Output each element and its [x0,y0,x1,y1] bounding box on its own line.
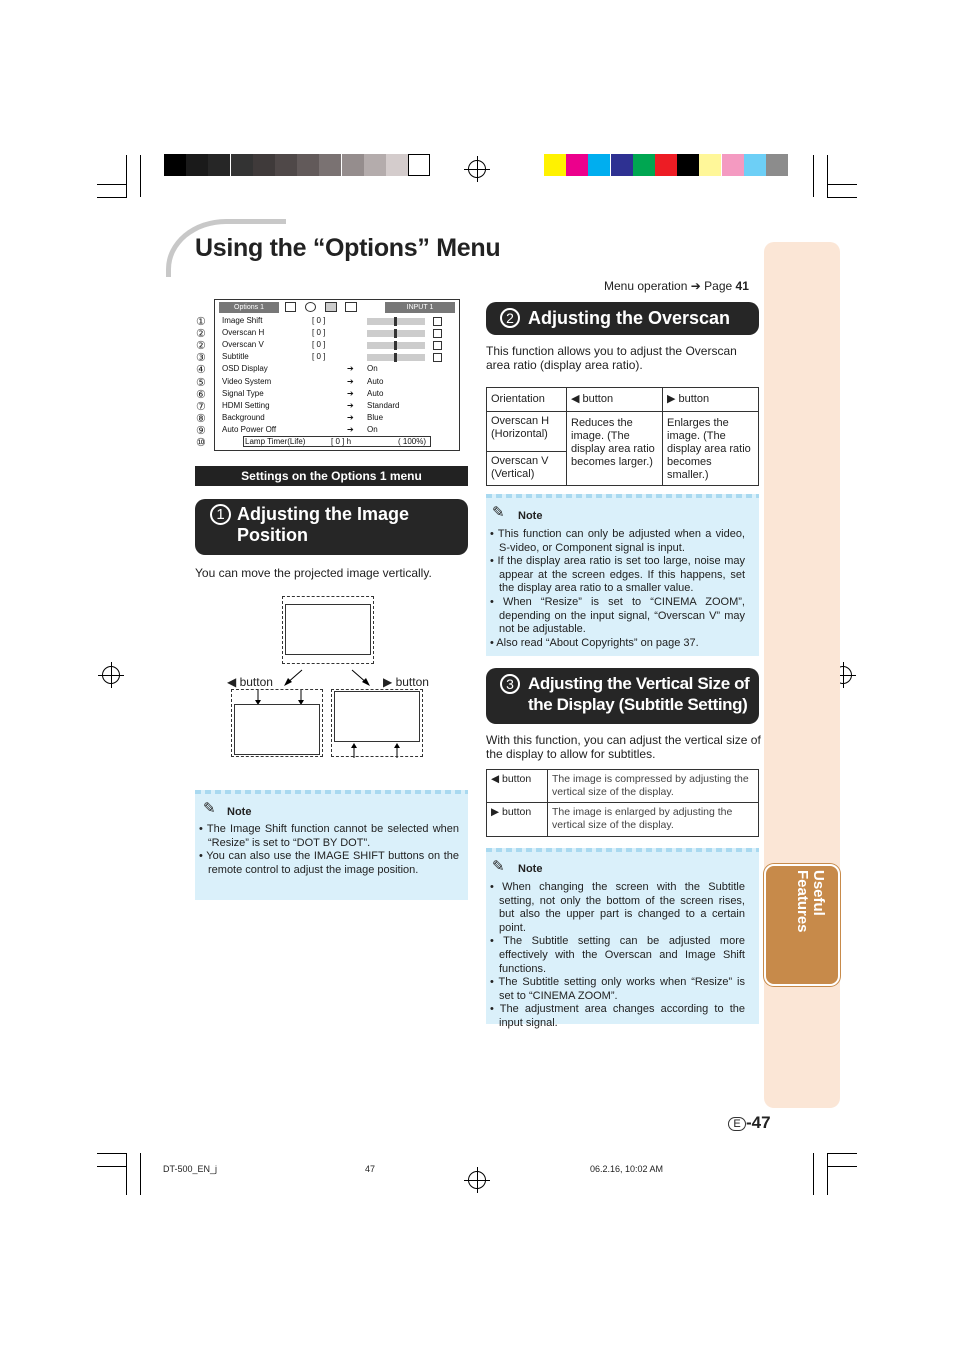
table-row [487,803,759,837]
options-menu-screen [214,299,460,451]
table-header-cell: ▶ button [663,388,759,412]
page-number-value: -47 [746,1113,771,1132]
menu-row-label: Lamp Timer(Life) [245,437,306,446]
table-header-cell: Orientation [487,388,567,412]
section1-header [195,499,468,555]
menu-slider-thumb [394,317,397,326]
menu-row-icon [433,329,442,338]
section3-note [486,848,759,1029]
menu-row-label: Background [222,412,265,422]
note-pencil-icon: ✎ [203,800,216,817]
menu-row-value: Auto [367,388,384,398]
menu-row-label: Image Shift [222,316,263,325]
section2-note-item: • When “Resize” is set to “CINEMA ZOOM”, depending on the input signal, “Overscan V” may not be adjustable. [490,595,745,636]
grayscale-swatch [208,154,230,176]
process-swatch [766,154,788,176]
menu-row-number: ④ [196,364,206,377]
menu-row-number: ② [196,328,206,341]
menu-row-arrow-icon: ➔ [347,400,354,410]
grayscale-swatch [231,154,253,176]
section1-note [195,790,468,900]
menu-row-label: Overscan H [222,328,265,338]
menu-row-value: [ 0 ] [312,352,326,362]
section2-header [486,302,759,335]
menu-slider-thumb [394,329,397,338]
section3-note-item: • The Subtitle setting only works when “Resize” is set to “CINEMA ZOOM”. [490,976,745,1002]
menu-row-label: Subtitle [222,352,249,362]
menu-row-value: Blue [367,412,384,422]
section3-title-line1: Adjusting the Vertical Size of [528,674,750,693]
options-menu-header [215,300,459,315]
page-number [728,1113,771,1133]
menu-row-value: Standard [367,400,400,410]
table-header-cell: ◀ button [567,388,663,412]
process-swatch [677,154,699,176]
grayscale-swatch [319,154,341,176]
menu-row-value: [ 0 ] h [331,437,352,446]
menu-row-label: Overscan V [222,340,264,350]
registration-mark-icon [468,1171,486,1189]
grayscale-swatch [297,154,319,176]
menu-row [215,328,459,340]
menu-row [215,413,459,425]
menu-slider [367,342,425,349]
diagram-right-screen [334,691,420,742]
menu-row-arrow-icon: ➔ [347,376,354,386]
section3-note-item: • The adjustment area changes according to the input signal. [490,1003,745,1029]
menu-row-label: Signal Type [222,388,264,398]
section3-number: 3 [500,674,520,694]
note-border [486,848,759,852]
menu-row-value: [ 0 ] [312,316,326,325]
table-row [487,770,759,803]
section2-note-item: • Also read “About Copyrights” on page 37. [490,636,699,649]
table-cell: Overscan V (Vertical) [487,452,567,486]
table-cell: ▶ button [487,803,548,837]
menu-row-icon [433,317,442,326]
note-pencil-icon: ✎ [492,504,505,521]
section1-number: 1 [210,504,231,525]
grayscale-swatch [164,154,186,176]
section3-title-line2: the Display (Subtitle Setting) [528,695,748,714]
grayscale-swatch [275,154,297,176]
menu-row-arrow-icon: ➔ [347,412,354,422]
process-swatch [744,154,766,176]
menu-row-label: Auto Power Off [222,424,277,434]
registration-mark-icon [102,666,120,684]
menu-icon-4 [345,302,357,312]
menu-row [215,377,459,389]
menu-operation-page: 41 [735,279,749,293]
section3-note-list [490,881,745,1031]
diagram-right-button-label: ▶ button [383,675,429,689]
menu-operation-page-label: Page [704,279,733,293]
grayscale-swatch [253,154,275,176]
process-swatch [611,154,633,176]
section1-note-list [199,823,459,877]
note-border [486,494,759,498]
process-swatch [588,154,610,176]
menu-slider [367,354,425,361]
subtitle-table [486,769,759,837]
registration-mark-icon [468,160,486,178]
overscan-table [486,387,759,486]
table-cell: Overscan H (Horizontal) [487,412,567,452]
menu-row-value: Auto [367,376,384,386]
menu-row-label: HDMI Setting [222,400,270,410]
table-row [487,412,759,452]
menu-row [215,340,459,352]
input-label: INPUT 1 [385,302,455,313]
footer-date: 06.2.16, 10:02 AM [590,1164,664,1174]
section1-note-title: Note [227,806,252,818]
side-tab-label: Useful Features [794,870,827,933]
table-cell: ◀ button [487,770,548,803]
section1-title-line2: Position [237,525,308,545]
menu-row-number: ⑨ [196,424,206,437]
menu-row-number: ⑩ [196,437,206,449]
menu-icon-1 [285,302,296,312]
note-border [195,790,468,794]
process-swatch [544,154,566,176]
table-cell: Reduces the image. (The display area ratio becomes larger.) [567,412,663,486]
section2-number: 2 [500,308,520,328]
menu-row-number: ③ [196,352,206,365]
section3-note-item: • When changing the screen with the Subtitle setting, not only the bottom of the screen rises, but also the upper part is changed to a certain point. [490,881,745,934]
menu-row-value: [ 0 ] [312,328,326,338]
table-cell: Enlarges the image. (The display area ratio becomes smaller.) [663,412,759,486]
options-menu-tab: Options 1 [219,302,279,313]
menu-row-number: ⑥ [196,388,206,401]
lamp-percent: ( 100%) [398,437,427,446]
menu-row-value: On [367,424,378,434]
menu-row-value: [ 0 ] [312,340,326,350]
section3-header [486,668,759,724]
footer-page: 47 [365,1164,376,1174]
section2-note [486,494,759,656]
arrow-right-icon: ➔ [690,279,701,293]
menu-row-label: OSD Display [222,364,268,374]
grayscale-swatch [186,154,208,176]
section1-note-item: • You can also use the IMAGE SHIFT buttons on the remote control to adjust the image position. [199,850,459,876]
section3-note-item: • The Subtitle setting can be adjusted more effectively with the Overscan and Image Shift functions. [490,935,745,975]
menu-row-number: ⑤ [196,376,206,389]
menu-row-number: ① [196,316,206,328]
table-row [487,388,759,412]
grayscale-swatch [408,154,430,176]
footer-file: DT-500_EN_j [163,1164,218,1174]
section2-note-item: • This function can only be adjusted when a video, S-video, or Component signal is input. [490,528,745,554]
menu-row-number: ⑧ [196,412,206,425]
section1-note-item: • The Image Shift function cannot be selected when “Resize” is set to “DOT BY DOT”. [199,823,459,849]
menu-row-value: On [367,364,378,374]
menu-row [215,352,459,364]
grayscale-swatch [342,154,364,176]
process-swatch [566,154,588,176]
section2-note-list [490,528,745,650]
menu-row-label: Video System [222,376,272,386]
menu-slider-thumb [394,341,397,350]
menu-slider-thumb [394,353,397,362]
section1-intro: You can move the projected image vertically. [195,566,432,580]
diagram-left-button-label: ◀ button [227,675,273,689]
grayscale-swatch [364,154,386,176]
menu-row [215,389,459,401]
section2-note-item: • If the display area ratio is set too large, noise may appear at the screen edges. If this happens, set the display area ratio to a smaller value. [490,555,745,595]
menu-row [215,316,459,328]
page-letter-badge: E [728,1117,746,1131]
menu-operation-reference [604,279,749,293]
menu-slider [367,318,425,325]
page-title: Using the “Options” Menu [195,234,501,262]
menu-row-arrow-icon: ➔ [347,424,354,434]
menu-operation-label: Menu operation [604,279,688,293]
process-swatch [633,154,655,176]
menu-row-icon [433,341,442,350]
menu-icon-3 [325,302,337,312]
section3-intro: With this function, you can adjust the vertical size of the display to allow for subtitles. [486,733,761,761]
menu-row-icon [433,353,442,362]
grayscale-swatch [386,154,408,176]
section2-intro: This function allows you to adjust the Overscan area ratio (display area ratio). [486,344,737,372]
menu-row [215,401,459,413]
process-swatch [655,154,677,176]
table-cell: The image is compressed by adjusting the vertical size of the display. [548,770,759,803]
menu-row-arrow-icon: ➔ [347,388,354,398]
section3-note-title: Note [518,863,543,875]
section2-note-title: Note [518,510,543,522]
menu-slider [367,330,425,337]
table-cell: The image is enlarged by adjusting the vertical size of the display. [548,803,759,837]
menu-icon-2 [305,302,316,312]
section1-title-line1: Adjusting the Image [237,504,410,524]
menu-row [215,364,459,376]
menu-row [215,437,459,449]
process-swatch [722,154,744,176]
diagram-left-screen [234,704,320,755]
section2-title: Adjusting the Overscan [528,308,731,328]
menu-row-arrow-icon: ➔ [347,364,354,374]
process-swatch [699,154,721,176]
diagram-top-screen [285,604,371,655]
note-pencil-icon: ✎ [492,858,505,875]
menu-row-number: ② [196,340,206,353]
menu-caption: Settings on the Options 1 menu [195,466,468,486]
menu-row-number: ⑦ [196,400,206,413]
